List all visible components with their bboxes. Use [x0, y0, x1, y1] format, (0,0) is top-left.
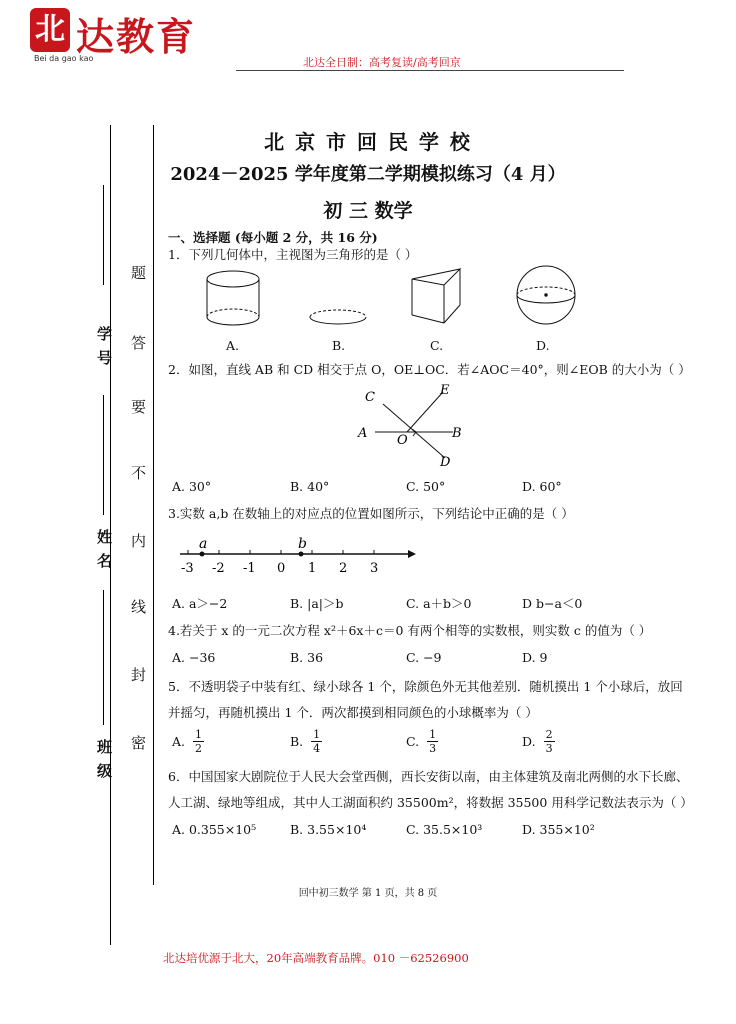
- binding-char: 要: [131, 398, 147, 416]
- header-divider: [236, 70, 624, 71]
- class-label: 班级: [97, 738, 113, 780]
- q3-option: A. a＞−2: [172, 596, 228, 611]
- fraction-numerator: 1: [195, 728, 203, 741]
- point-label: B: [452, 426, 462, 441]
- binding-char: 密: [131, 734, 147, 752]
- fraction-numerator: 1: [313, 728, 321, 741]
- subject-title: 初 三 数学: [323, 200, 413, 222]
- q1-option: A.: [226, 338, 240, 353]
- binding-char: 答: [131, 334, 147, 352]
- brand-subtitle: Bei da gao kao: [34, 54, 94, 63]
- q1-option: D.: [536, 338, 550, 353]
- option-letter: B.: [290, 734, 304, 749]
- point-a-label: a: [199, 536, 208, 552]
- fraction-denominator: 4: [313, 742, 321, 755]
- name-label: 姓名: [97, 528, 113, 570]
- axis-tick-label: 2: [339, 561, 348, 576]
- q4-option: B. 36: [290, 650, 324, 665]
- fraction-numerator: 2: [545, 728, 553, 741]
- student-id-line: [103, 185, 104, 285]
- fraction: [193, 728, 204, 755]
- binding-char: 不: [131, 464, 147, 482]
- q6-option: C. 35.5×10³: [406, 822, 483, 837]
- question-1: 1．下列几何体中，主视图为三角形的是（ ）: [168, 247, 418, 262]
- point-label: O: [397, 433, 408, 448]
- q2-option: C. 50°: [406, 479, 446, 494]
- q2-angle-figure: [355, 382, 465, 470]
- q1-option: B.: [332, 338, 346, 353]
- brand-name: 达教育: [76, 15, 197, 59]
- point-a-dot: [200, 552, 205, 557]
- q3-number-line: [172, 530, 422, 578]
- q3-option: D b−a＜0: [522, 596, 583, 611]
- binding-char: 封: [131, 666, 147, 684]
- question-6-line2: 人工湖、绿地等组成，其中人工湖面积约 35500m²，将数据 35500 用科学记数法表示为（ ）: [168, 795, 693, 810]
- q2-option: A. 30°: [172, 479, 212, 494]
- question-5-line2: 并摇匀，再随机摸出 1 个．两次都摸到相同颜色的小球概率为（ ）: [168, 705, 538, 720]
- school-title: 北 京 市 回 民 学 校: [264, 130, 472, 154]
- question-2: 2．如图，直线 AB 和 CD 相交于点 O，OE⊥OC．若∠AOC＝40°，则∠EOB 的大小为（ ）: [168, 362, 691, 377]
- cone-shape: [310, 310, 366, 324]
- fraction-numerator: 1: [429, 728, 437, 741]
- fraction-denominator: 3: [429, 742, 437, 755]
- class-line: [103, 590, 104, 725]
- point-label: A: [358, 426, 368, 441]
- brand-logo: 北: [30, 8, 70, 52]
- axis-tick-label: 1: [308, 561, 317, 576]
- q1-solids-figure: [190, 265, 590, 335]
- option-letter: D.: [522, 734, 536, 749]
- question-6-line1: 6．中国国家大剧院位于人民大会堂西侧，西长安街以南，由主体建筑及南北两侧的水下长廊、: [168, 769, 689, 784]
- fraction: [427, 728, 438, 755]
- q4-option: A. −36: [172, 650, 216, 665]
- bottom-ad: 北达培优源于北大，20年高端教育品牌。010 －62526900: [163, 951, 469, 965]
- q4-option: D. 9: [522, 650, 548, 665]
- question-5-line1: 5．不透明袋子中装有红、绿小球各 1 个，除颜色外无其他差别．随机摸出 1 个小球后，放回: [168, 679, 683, 694]
- q3-option: C. a＋b＞0: [406, 596, 472, 611]
- section-title: 一、选择题 (每小题 2 分，共 16 分): [168, 230, 378, 245]
- q6-option: A. 0.355×10⁵: [172, 822, 257, 837]
- sphere-shape: [517, 266, 575, 324]
- question-4: 4.若关于 x 的一元二次方程 x²＋6x＋c＝0 有两个相等的实数根，则实数 c 的值为（ ）: [168, 623, 652, 638]
- student-id-label: 学号: [97, 325, 113, 367]
- q1-option: C.: [430, 338, 444, 353]
- q5-option: [290, 728, 322, 755]
- page-footer: 回中初三数学 第 1 页，共 8 页: [298, 888, 438, 899]
- binding-line-inner: [153, 125, 154, 885]
- point-label: C: [365, 390, 375, 405]
- axis-tick-label: -3: [181, 561, 194, 576]
- option-letter: A.: [172, 734, 186, 749]
- axis-tick-label: -1: [243, 561, 256, 576]
- q5-option: [522, 728, 555, 755]
- axis-tick-label: -2: [212, 561, 225, 576]
- fraction: [544, 728, 555, 755]
- q2-option: B. 40°: [290, 479, 330, 494]
- option-letter: C.: [406, 734, 420, 749]
- ray-oe: [407, 392, 443, 432]
- binding-char: 内: [131, 532, 147, 550]
- point-label: D: [440, 455, 451, 470]
- fraction-denominator: 3: [545, 742, 553, 755]
- point-b-dot: [299, 552, 304, 557]
- axis-tick-label: 3: [370, 561, 379, 576]
- axis-tick-label: 0: [277, 561, 286, 576]
- point-b-label: b: [298, 536, 307, 552]
- point-label: E: [440, 383, 450, 398]
- fraction-denominator: 2: [195, 742, 203, 755]
- binding-char: 线: [131, 598, 147, 616]
- brand-tagline: 北达全日制：高考复读/高考回京: [303, 56, 461, 69]
- question-3: 3.实数 a,b 在数轴上的对应点的位置如图所示，下列结论中正确的是（ ）: [168, 506, 574, 521]
- cylinder-shape: [207, 271, 259, 325]
- q5-option: [172, 728, 204, 755]
- q2-option: D. 60°: [522, 479, 562, 494]
- term-title: 2024－2025 学年度第二学期模拟练习（4 月）: [170, 164, 566, 185]
- fraction: [311, 728, 322, 755]
- q6-option: B. 3.55×10⁴: [290, 822, 367, 837]
- axis-arrow: [408, 550, 416, 558]
- q4-option: C. −9: [406, 650, 442, 665]
- triangular-prism-shape: [412, 269, 460, 323]
- name-line: [103, 395, 104, 515]
- binding-char: 题: [131, 264, 147, 282]
- q6-option: D. 355×10²: [522, 822, 595, 837]
- q5-option: [406, 728, 438, 755]
- q3-option: B. |a|＞b: [290, 596, 344, 611]
